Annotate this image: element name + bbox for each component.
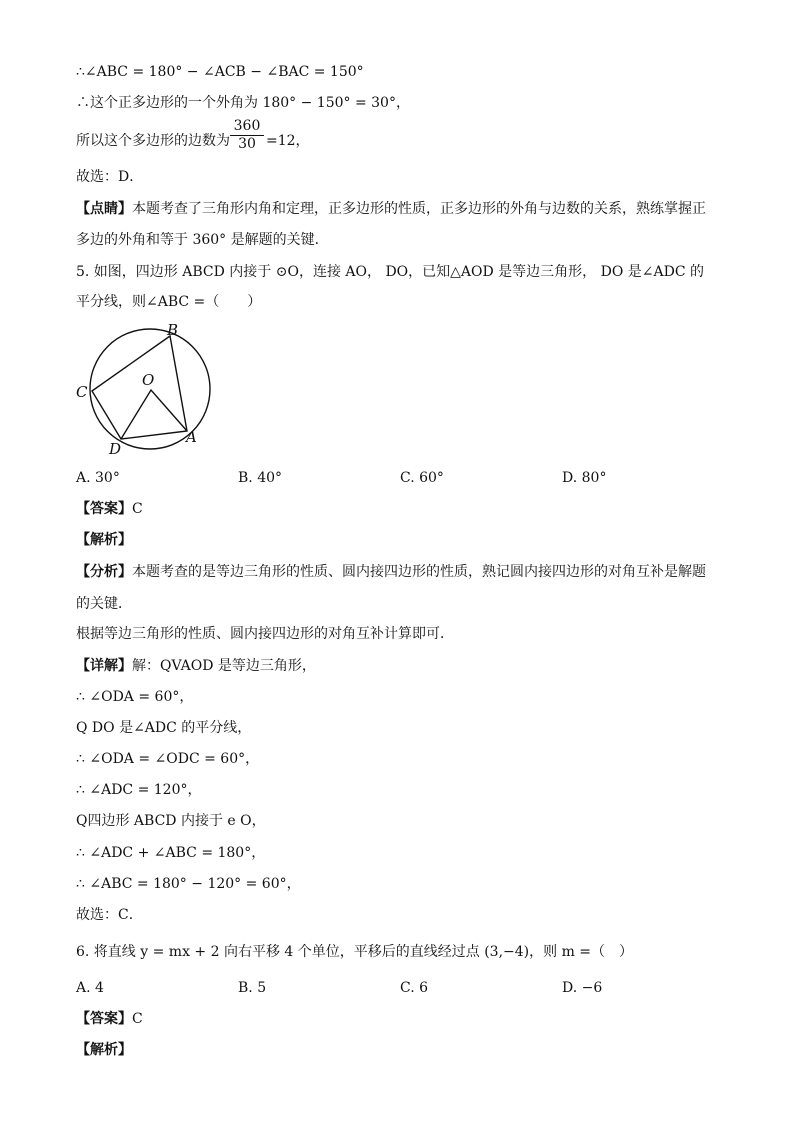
q5-analysis-cont: 的关键． [76, 596, 132, 612]
question-5-stem-cont: 平分线，则∠ABC =（ ） [76, 294, 262, 310]
line-dianjing-cont: 多边的外角和等于 360° 是解题的关键． [76, 232, 329, 248]
detail-text: 解：QVAOD 是等边三角形， [132, 658, 316, 674]
answer-value: C [132, 501, 143, 517]
detail-tag: 【详解】 [76, 658, 132, 674]
step-adc-120: ∴ ∠ADC = 120°， [76, 782, 202, 798]
q6-jiexi-tag: 【解析】 [76, 1042, 132, 1058]
quadrilateral-abcd [92, 336, 187, 439]
side-count-text: 所以这个多边形的边数为 [76, 133, 230, 149]
label-c: C [76, 383, 88, 401]
q5-method: 根据等边三角形的性质、圆内接四边形的对角互补计算即可． [76, 626, 454, 642]
step-oda-60: ∴ ∠ODA = 60°， [76, 689, 194, 705]
q6-option-a: A. 4 [76, 980, 104, 996]
line-choose-d: 故选：D． [76, 169, 144, 185]
step-abc-60: ∴ ∠ABC = 180° − 120° = 60°， [76, 876, 301, 892]
label-o: O [142, 371, 155, 389]
dianjing-tag: 【点睛】 [76, 201, 132, 217]
fraction-numerator: 360 [230, 118, 264, 136]
line-angle-abc: ∴∠ABC = 180° − ∠ACB − ∠BAC = 150° [76, 64, 364, 80]
q5-option-a: A. 30° [76, 470, 120, 486]
q5-answer [76, 499, 143, 519]
q5-option-c: C. 60° [400, 470, 444, 486]
line-dianjing [76, 199, 706, 219]
step-oda-odc: ∴ ∠ODA = ∠ODC = 60°， [76, 751, 260, 767]
answer-tag: 【答案】 [76, 1011, 132, 1027]
dianjing-text: 本题考查了三角形内角和定理，正多边形的性质，正多边形的外角与边数的关系，熟练掌握正 [132, 201, 706, 217]
q6-option-c: C. 6 [400, 980, 429, 996]
question-5-stem: 5. 如图，四边形 ABCD 内接于 ⊙O，连接 AO， DO，已知△AOD 是等边三角形， DO 是∠ADC 的 [76, 264, 705, 280]
step-sum-180: ∴ ∠ADC + ∠ABC = 180°， [76, 845, 266, 861]
q6-option-b: B. 5 [238, 980, 267, 996]
fraction-denominator: 30 [238, 136, 256, 152]
label-a: A [186, 428, 197, 446]
analysis-text: 本题考查的是等边三角形的性质、圆内接四边形的性质，熟记圆内接四边形的对角互补是解题 [132, 564, 706, 580]
analysis-tag: 【分析】 [76, 564, 132, 580]
step-do-bisector: Q DO 是∠ADC 的平分线， [76, 720, 252, 736]
line-side-count [76, 131, 230, 151]
circle-quadrilateral-figure [72, 318, 222, 458]
step-choose-c: 故选：C． [76, 907, 143, 923]
question-6-stem: 6. 将直线 y = mx + 2 向右平移 4 个单位，平移后的直线经过点 (3,−4)，则 m =（ ） [76, 944, 634, 960]
q5-analysis [76, 562, 706, 582]
side-count-result: =12， [266, 133, 310, 149]
label-d: D [109, 440, 122, 458]
q6-option-d: D. −6 [562, 980, 603, 996]
step-inscribed: Q四边形 ABCD 内接于 e O， [76, 813, 266, 829]
label-b: B [167, 321, 179, 339]
answer-value: C [132, 1011, 143, 1027]
q5-jiexi-tag: 【解析】 [76, 532, 132, 548]
answer-tag: 【答案】 [76, 501, 132, 517]
q5-option-d: D. 80° [562, 470, 607, 486]
fraction-360-30 [230, 118, 264, 153]
q6-answer [76, 1009, 143, 1029]
q5-detail [76, 656, 316, 676]
q5-option-b: B. 40° [238, 470, 283, 486]
line-exterior-angle: ∴这个正多边形的一个外角为 180° − 150° = 30°， [76, 95, 410, 111]
